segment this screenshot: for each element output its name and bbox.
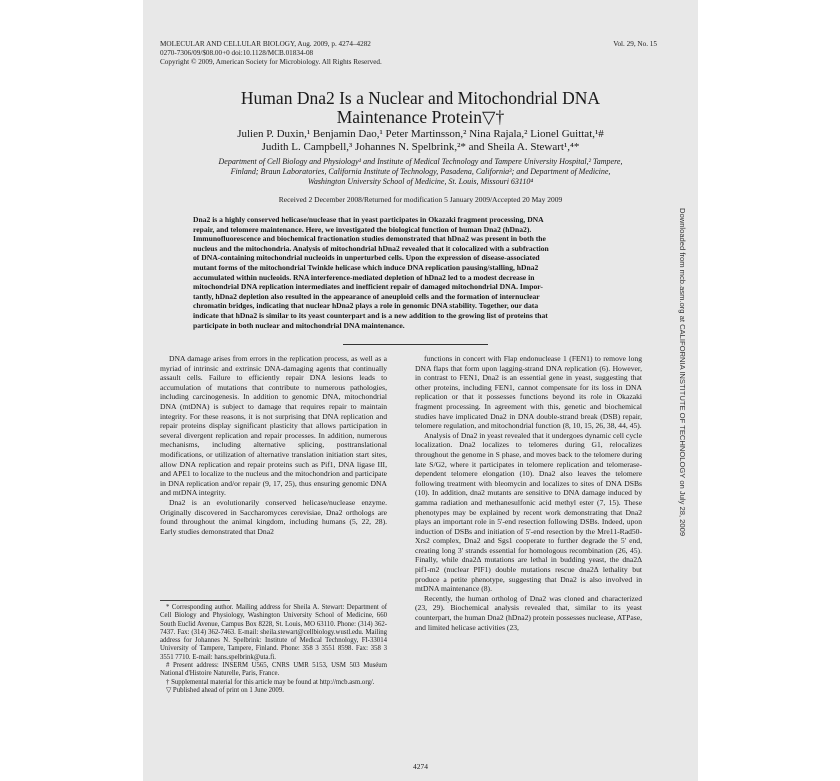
received-dates: Received 2 December 2008/Returned for modification 5 January 2009/Accepted 20 May 2009 (278, 195, 563, 204)
body-left-column (160, 354, 387, 536)
footnote: † Supplemental material for this article may be found at http://mcb.asm.org/. (166, 678, 375, 686)
section-divider (343, 344, 488, 345)
footnote-divider (160, 600, 230, 601)
article-title-line-1: Human Dna2 Is a Nuclear and Mitochondrial DNA (240, 88, 601, 108)
page-number: 4274 (413, 762, 428, 771)
abstract-line: Dna2 is a highly conserved helicase/nuclease that in yeast participates in Okazaki fragment processing, DNA (193, 215, 544, 224)
footnote: ▽ Published ahead of print on 1 June 2009. (166, 686, 284, 694)
abstract-line: Immunofluorescence and biochemical fractionation studies demonstrated that hDna2 was present in both the (193, 234, 546, 244)
abstract (193, 215, 625, 330)
download-stamp (677, 208, 687, 568)
affiliations-line-3: Washington University School of Medicine, St. Louis, Missouri 63110⁴ (307, 177, 534, 186)
abstract-line: accumulated within nucleoids. RNA interference-mediated depletion of hDna2 led to a modest decrease in (193, 272, 535, 282)
body-paragraph: Analysis of Dna2 in yeast revealed that it undergoes dynamic cell cycle localization. Dna2 localizes to telomeres during G1, relocalizes throughout the genome in S phase, and moves back to the telomere during late S/G2, where it participates in telomere replication and telomerase-dependent telomere elongation (10). Dna2 also leaves the telomere following treatment with bleomycin and localizes to sites of DNA DSBs (10). In addition, dna2 mutants are sensitive to DNA damage induced by gamma radiation and methanesulfonic acid methyl ester (7, 15). These phenotypes may be explained by recent work demonstrating that Dna2 plays an important role in 5'-end resection following DSBs. Indeed, upon induction of DSBs and initiation of 5'-end resection by the Mre11-Rad50-Xrs2 complex, Dna2 and Sgs1 cooperate to further degrade the 5' end, creating long 3' strands essential for homologous recombination (26, 45). Finally, while dna2Δ mutations are lethal in budding yeast, the dna2Δ pif1-m2 (nuclear PIF1) double mutations rescue dna2Δ lethality but produce a petite phenotype, suggesting that Dna2 is also involved in mtDNA maintenance (8). (415, 430, 642, 594)
download-stamp-text: Downloaded from mcb.asm.org at CALIFORNIA INSTITUTE OF TECHNOLOGY on July 28, 2009 (678, 208, 687, 537)
issn-line: 0270-7306/09/$08.00+0 doi:10.1128/MCB.01834-08 (160, 49, 314, 57)
body-paragraph: Recently, the human ortholog of Dna2 was cloned and characterized (23, 29). Biochemical analysis revealed that, similar to its yeast counterpart, the human Dna2 (hDna2) protein possesses nuclease, ATPase, and limited helicase activities (23, (415, 593, 642, 632)
abstract-line: repair, and telomere maintenance. Here, we investigated the biological function of human Dna2 (hDna2). (193, 224, 532, 234)
volume-label: Vol. 29, No. 15 (613, 40, 657, 48)
abstract-line: indicate that hDna2 is similar to its yeast counterpart and is a new addition to the growing list of proteins that (193, 310, 548, 320)
footnote: * Corresponding author. Mailing address for Sheila A. Stewart: Department of Cell Biology and Physiology, Washington University School of Medicine, 660 South Euclid Avenue, Campus Box 8228, St. Louis, MO 63110. Phone: (314) 362-7437. Fax: (314) 362-7463. E-mail: sheila.stewart@cellbiology.wustl.edu. Mailing address for Johannes N. Spelbrink: Institute of Medical Technology, FI-33014 University of Tampere, Tampere, Finland. Phone: 358 3 3551 8598. Fax: 358 3 3551 7710. E-mail: hans.spelbrink@uta.fi. (160, 604, 387, 661)
body-paragraph: DNA damage arises from errors in the replication process, as well as a myriad of intrinsic and extrinsic DNA-damaging agents that continually assault cells. Failure to efficiently repair DNA lesions leads to accumulation of mutations that contribute to numerous pathologies, including carcinogenesis. In addition to genomic DNA, mitochondrial DNA (mtDNA) is subject to damage that requires repair to maintain integrity. For these reasons, it is not surprising that DNA replication and repair proteins display significant plasticity that allows participation in several divergent replication and repair processes. In addition, numerous mechanisms, including alternative splicing, posttranslational modifications, or utilization of alternative translation initiation start sites, allow DNA replication and repair proteins such as Pif1, DNA ligase III, and APE1 to localize to the nucleus and the mitochondrion and participate in DNA replication and/or repair (9, 17, 25), thus ensuring genomic DNA and mtDNA integrity. (160, 354, 387, 498)
footnotes (160, 604, 387, 695)
abstract-line: of DNA-containing mitochondrial nucleoids in unperturbed cells. Upon the expression of disease-associated (193, 253, 540, 263)
body-paragraph: functions in concert with Flap endonuclease 1 (FEN1) to remove long DNA flaps that form upon lagging-strand DNA replication (6). However, in contrast to FEN1, Dna2 is an essential gene in yeast, suggesting that other proteins, including FEN1, cannot compensate for its loss in DNA replication or that it possesses functions beyond its role in Okazaki fragment processing. In agreement with this, genetic and biochemical studies have implicated Dna2 in DNA double-strand break (DSB) repair, telomere regulation, and mitochondrial function (8, 10, 15, 26, 38, 44, 45). (415, 354, 642, 431)
journal-line: MOLECULAR AND CELLULAR BIOLOGY, Aug. 2009, p. 4274–4282 (160, 40, 371, 48)
body-paragraph: Dna2 is an evolutionarily conserved helicase/nuclease enzyme. Originally discovered in Saccharomyces cerevisiae, Dna2 orthologs are found throughout the animal kingdom, including humans (5, 22, 28). Early studies demonstrated that Dna2 (160, 497, 387, 536)
copyright-line: Copyright © 2009, American Society for Microbiology. All Rights Reserved. (160, 58, 382, 66)
abstract-line: participate in both nuclear and mitochondrial DNA maintenance. (193, 320, 405, 330)
article-title-line-2: Maintenance Protein▽† (336, 107, 505, 127)
abstract-line: mutant forms of the mitochondrial Twinkle helicase which induce DNA replication pausing/stalling, hDna2 (193, 262, 539, 272)
abstract-line: tantly, hDna2 depletion also resulted in the appearance of aneuploid cells and the formation of internuclear (193, 291, 540, 301)
affiliations-line-1: Department of Cell Biology and Physiology¹ and Institute of Medical Technology and Tampere University Hospital,² Tampere, (218, 157, 623, 166)
authors-line-2: Judith L. Campbell,³ Johannes N. Spelbrink,²* and Sheila A. Stewart¹,⁴* (261, 141, 580, 153)
abstract-line: nucleus and the mitochondria. Analysis of mitochondrial hDna2 revealed that it colocalized with a subfraction (193, 243, 549, 253)
affiliations-line-2: Finland; Braun Laboratories, California Institute of Technology, Pasadena, California³; and Department of Medicine, (230, 167, 611, 176)
abstract-line: mitochondrial DNA replication intermediates and inefficient repair of damaged mitochondrial DNA. Impor- (193, 282, 543, 292)
authors-line-1: Julien P. Duxin,¹ Benjamin Dao,¹ Peter Martinsson,² Nina Rajala,² Lionel Guittat,¹# (237, 128, 604, 140)
body-right-column (415, 354, 642, 632)
footnote: # Present address: INSERM U565, CNRS UMR 5153, USM 503 Muséum National d'Histoire Naturelle, Paris, France. (160, 662, 387, 678)
abstract-line: chromatin bridges, indicating that nuclear hDna2 plays a role in genomic DNA stability. Together, our data (193, 301, 539, 311)
